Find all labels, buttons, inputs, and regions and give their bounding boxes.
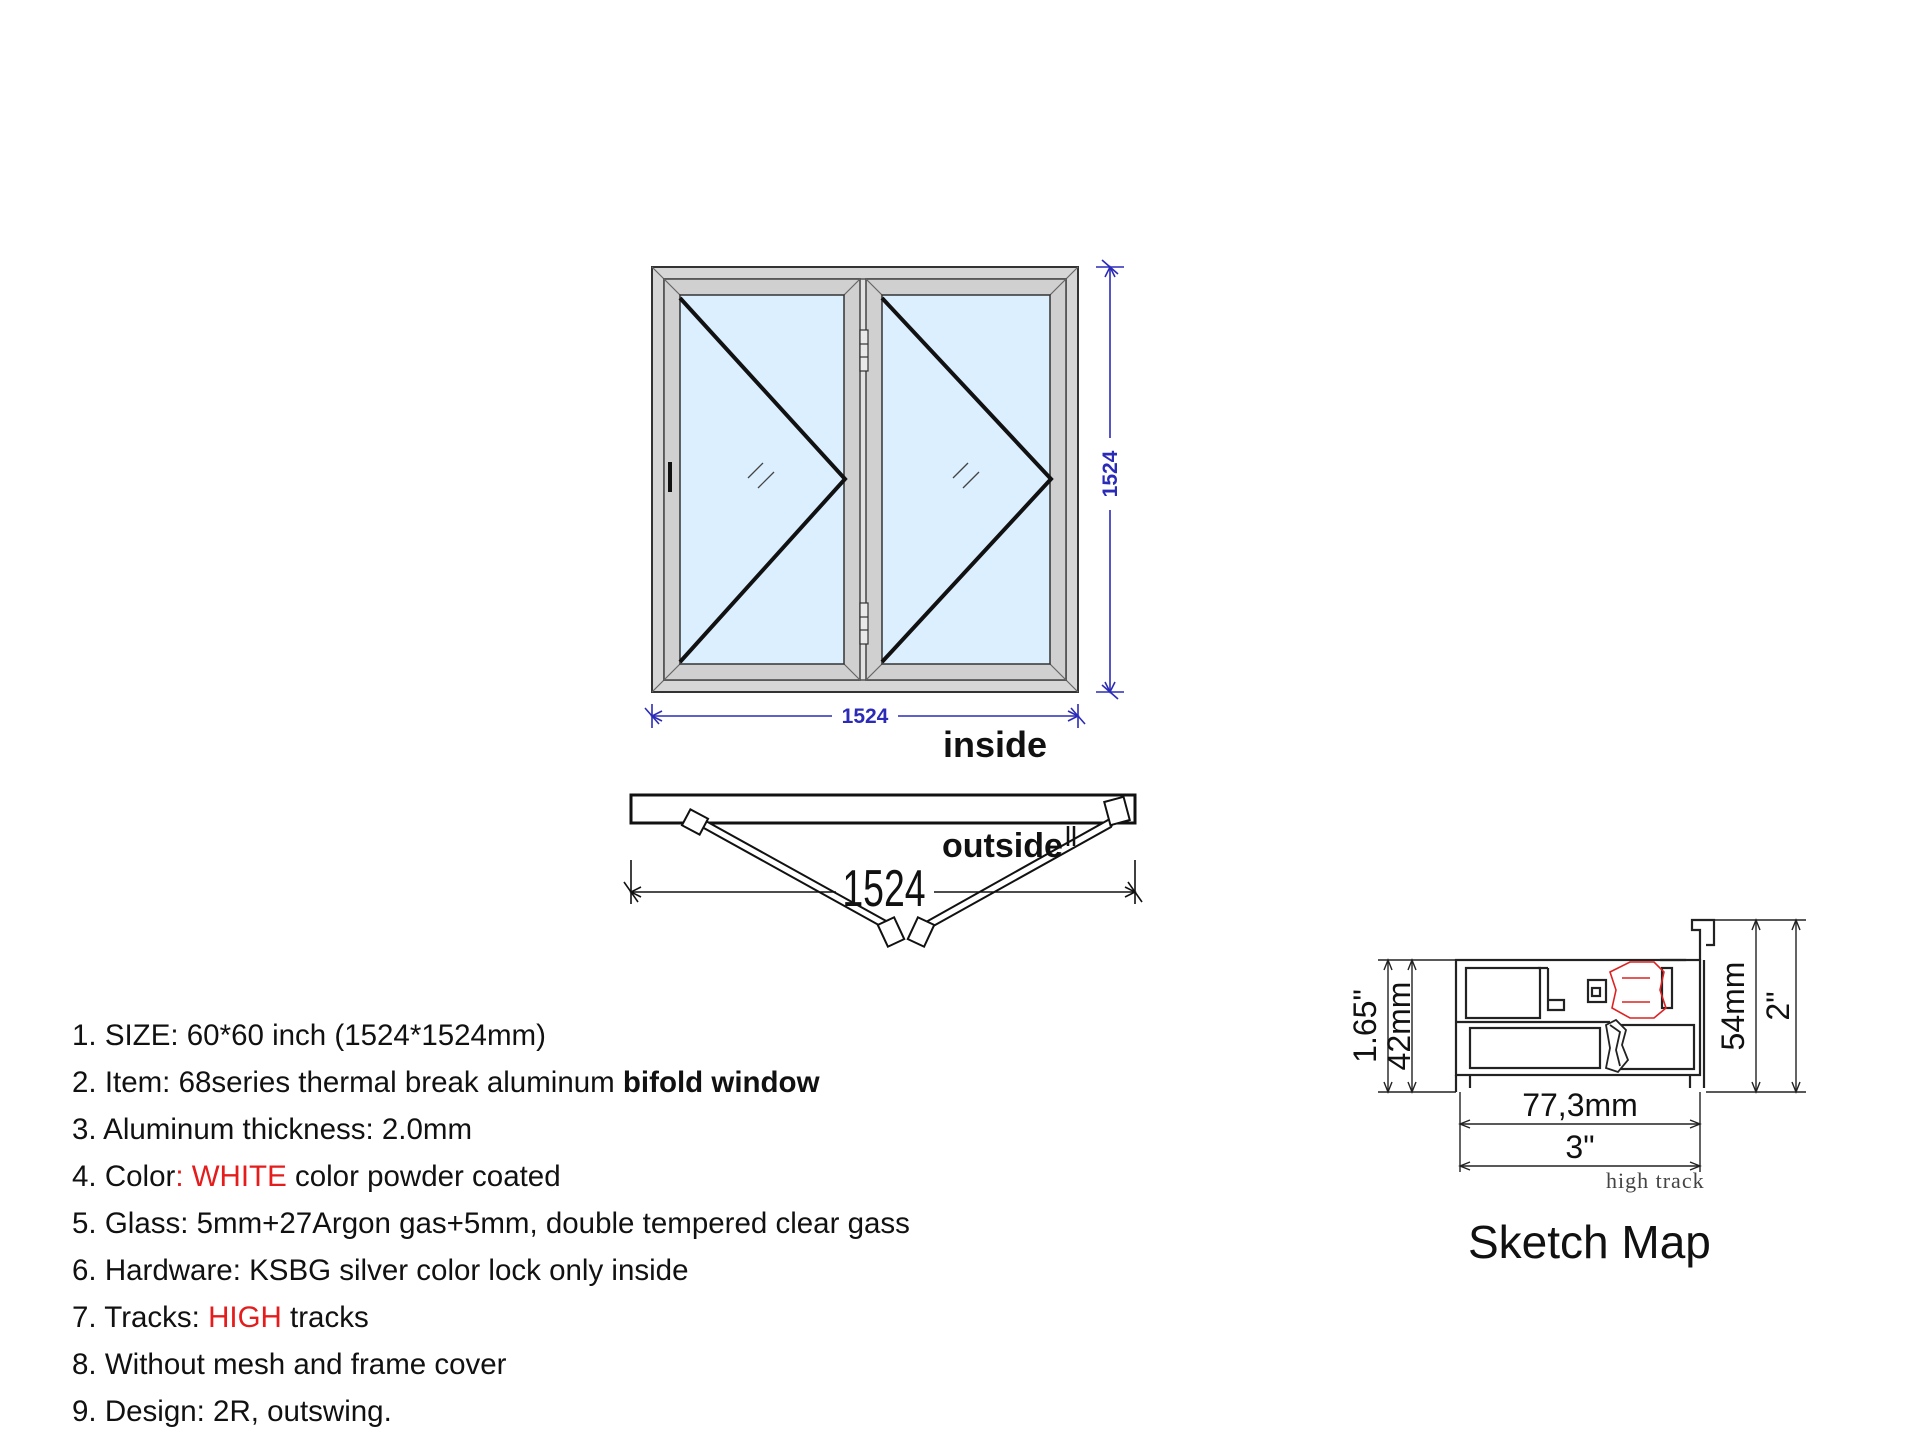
track-profile-section — [1347, 920, 1806, 1193]
spec-item-glass — [72, 1200, 910, 1247]
spec-text: SIZE: 60*60 inch (1524*1524mm) — [104, 1019, 546, 1052]
spec-item-color — [72, 1153, 910, 1200]
spec-highlight-text: : WHITE — [175, 1160, 287, 1193]
spec-number: 3. — [72, 1113, 104, 1146]
spec-bold-text: bifold window — [622, 1066, 820, 1099]
handle-icon — [668, 462, 672, 492]
profile-width-in-label: 3" — [1565, 1129, 1595, 1165]
spec-text: color powder coated — [286, 1160, 561, 1193]
profile-body — [1456, 920, 1714, 1075]
spec-text: Without mesh and frame cover — [104, 1348, 507, 1381]
spec-list — [72, 1012, 910, 1435]
track-type-label: high track — [1606, 1168, 1705, 1193]
spec-text: Glass: 5mm+27Argon gas+5mm, double tempered clear gass — [104, 1207, 910, 1240]
spec-text: Aluminum thickness: 2.0mm — [103, 1113, 473, 1146]
spec-number: 6. — [72, 1254, 105, 1287]
spec-item-product — [72, 1059, 910, 1106]
spec-number: 5. — [72, 1207, 105, 1240]
left-sash — [664, 279, 860, 680]
spec-number: 2. — [72, 1066, 105, 1099]
profile-height-in-label: 1.65" — [1347, 989, 1383, 1063]
outside-label: outside — [942, 827, 1063, 865]
spec-item-design — [72, 1388, 910, 1435]
spec-number: 7. — [72, 1301, 105, 1334]
window-plan — [624, 724, 1142, 947]
right-sash — [866, 279, 1066, 680]
spec-text: Item: 68series thermal break aluminum — [104, 1066, 623, 1099]
polyamide-strips — [1606, 1020, 1628, 1072]
spec-text: Design: 2R, outswing. — [104, 1395, 392, 1428]
window-elevation — [645, 260, 1124, 728]
spec-highlight-text: HIGH — [208, 1301, 282, 1334]
spec-text: Color — [104, 1160, 176, 1193]
spec-text: Tracks: — [104, 1301, 209, 1334]
right-glass-pane — [882, 295, 1050, 664]
spec-item-mesh — [72, 1341, 910, 1388]
elevation-height-label: 1524 — [1099, 450, 1122, 498]
profile-height-mm-label: 42mm — [1381, 981, 1417, 1071]
thermal-break — [1610, 962, 1666, 1018]
spec-number: 9. — [72, 1395, 105, 1428]
sketch-map-title: Sketch Map — [1468, 1216, 1711, 1268]
profile-total-mm-label: 54mm — [1715, 961, 1751, 1051]
profile-width-mm-label: 77,3mm — [1522, 1087, 1638, 1123]
spec-item-tracks — [72, 1294, 910, 1341]
plan-width-label: 1524 — [842, 858, 926, 918]
spec-text: Hardware: KSBG silver color lock only inside — [104, 1254, 689, 1287]
spec-item-size — [72, 1012, 910, 1059]
spec-number: 1. — [72, 1019, 105, 1052]
spec-number: 8. — [72, 1348, 105, 1381]
spec-item-thickness — [72, 1106, 910, 1153]
elevation-width-label: 1524 — [841, 705, 889, 728]
spec-item-hardware — [72, 1247, 910, 1294]
left-glass-pane — [680, 295, 844, 664]
spec-text: tracks — [281, 1301, 369, 1334]
spec-number: 4. — [72, 1160, 105, 1193]
profile-total-in-label: 2" — [1760, 991, 1796, 1021]
inside-label: inside — [943, 724, 1048, 765]
